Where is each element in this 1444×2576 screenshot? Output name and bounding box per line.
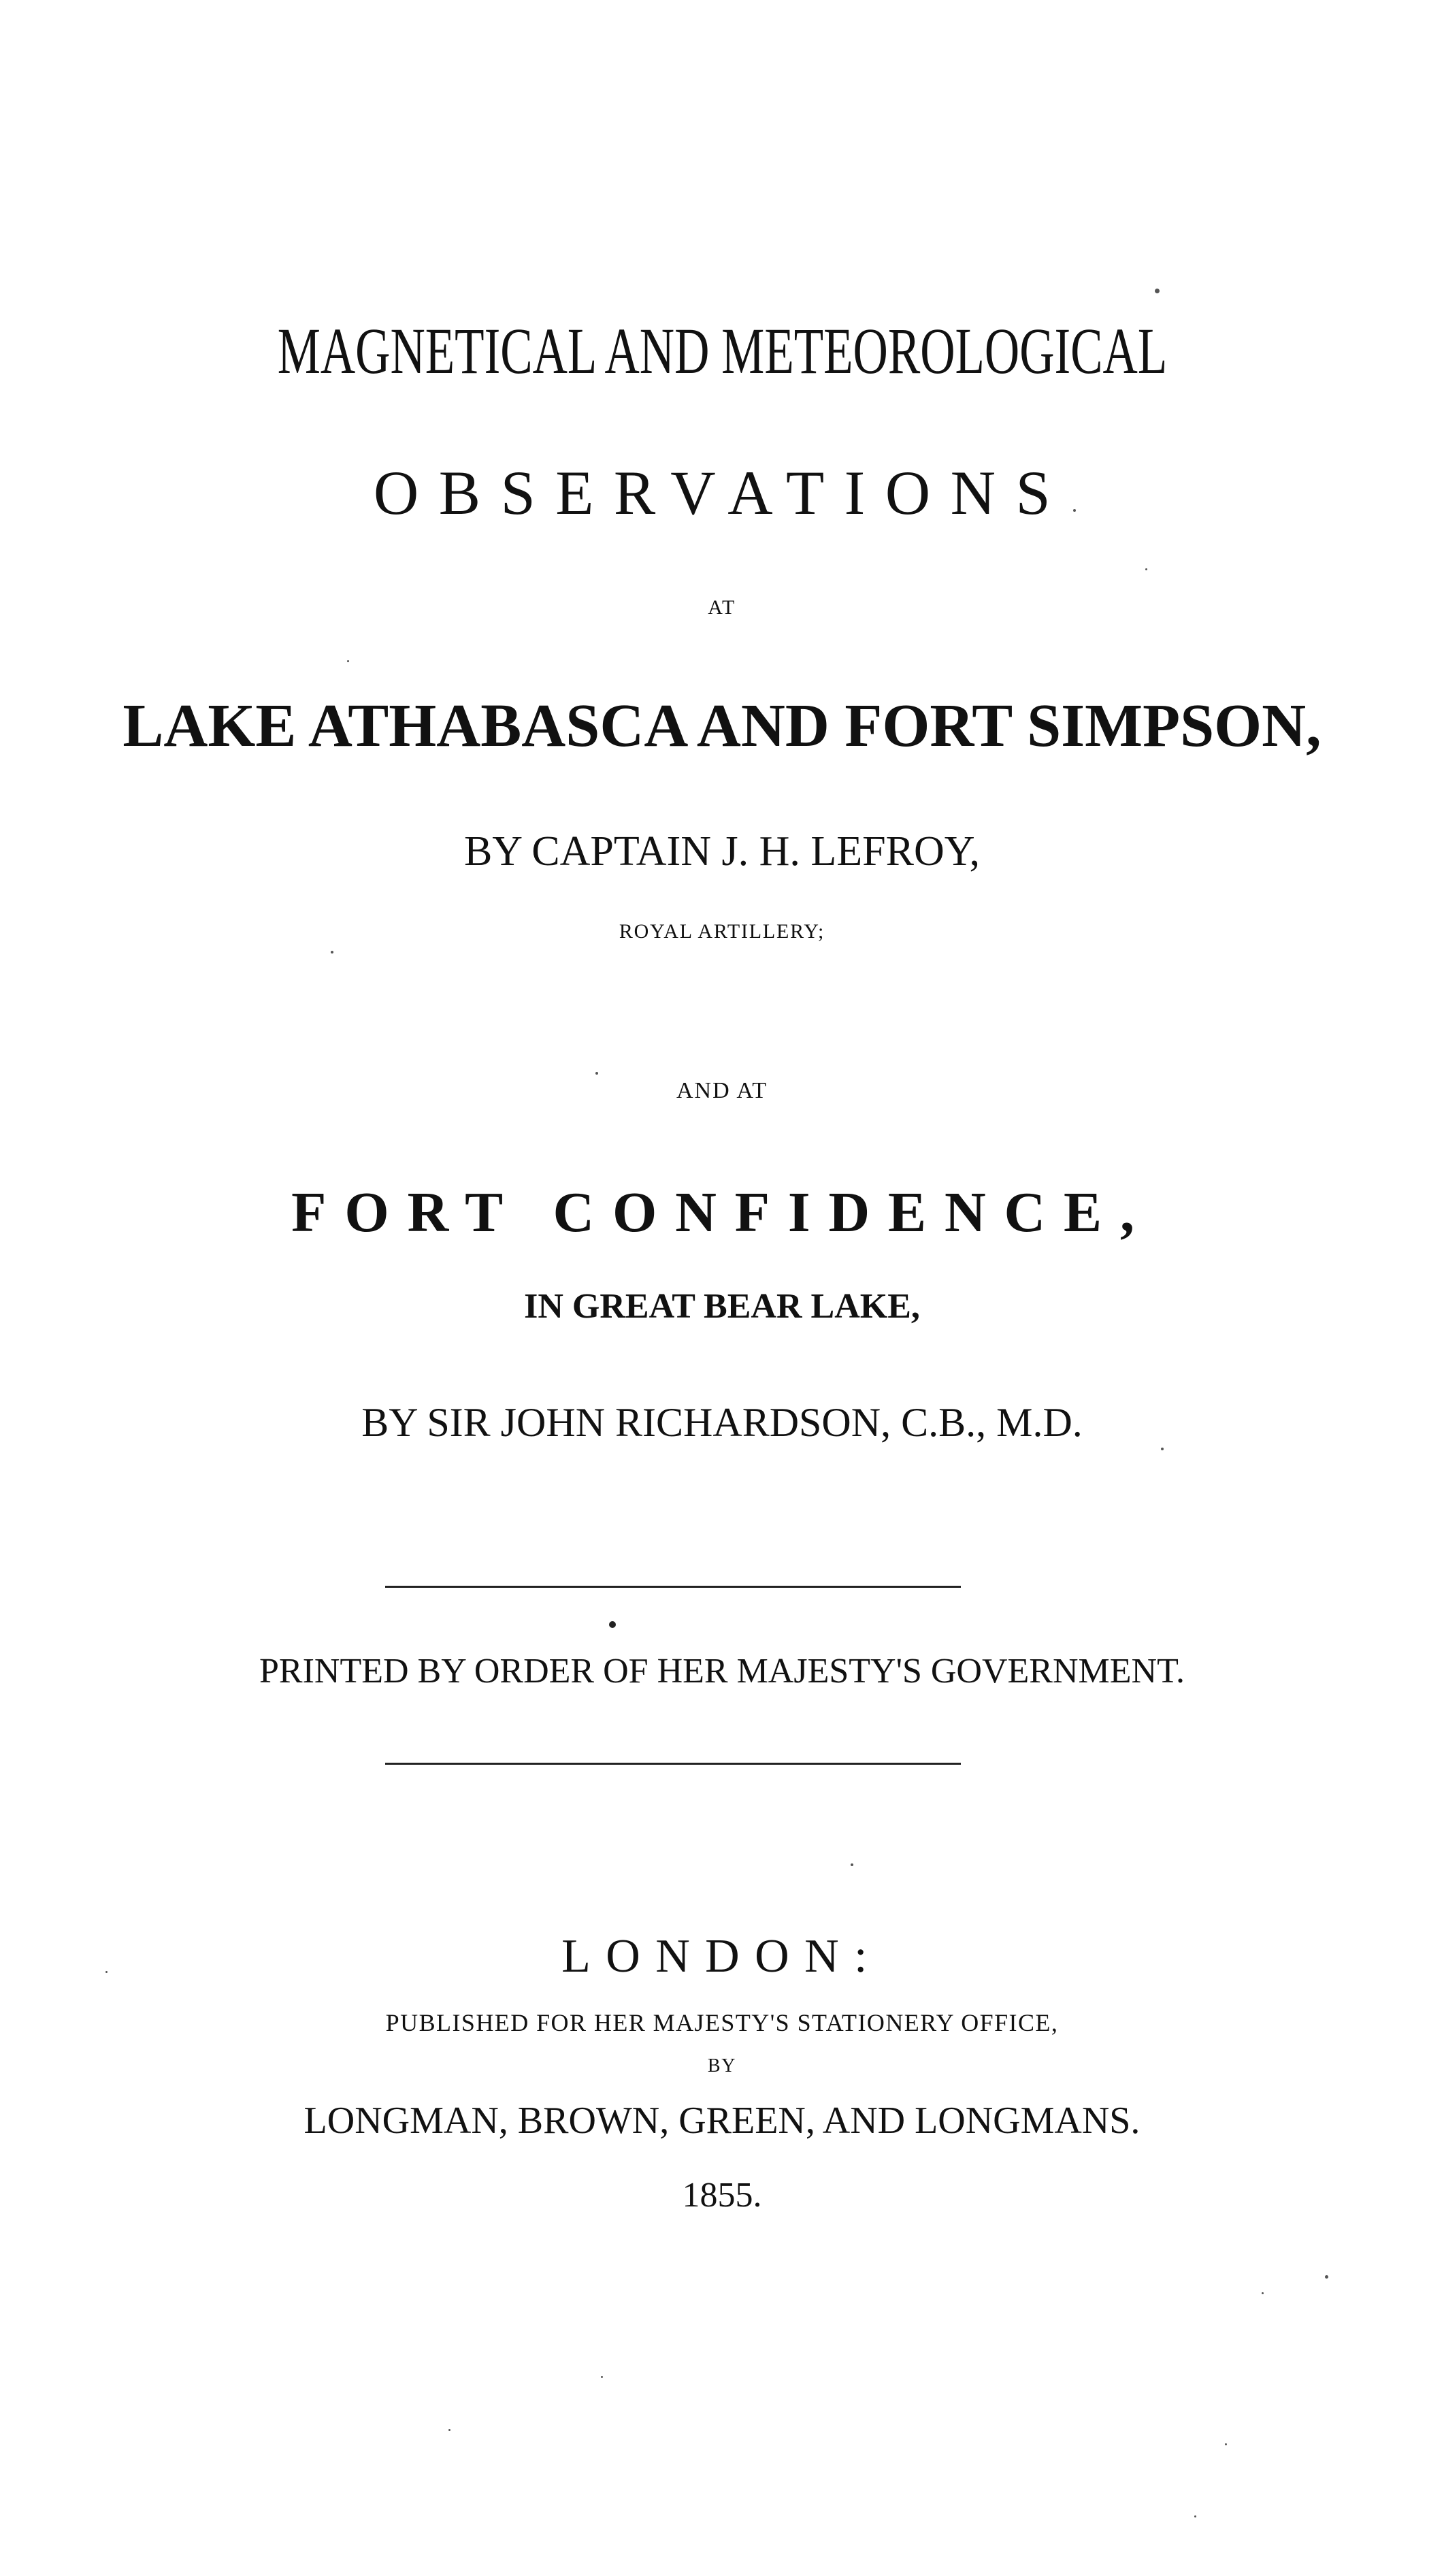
place-heading-2: FORT CONFIDENCE, <box>291 1181 1153 1244</box>
imprint-year: 1855. <box>682 2176 762 2215</box>
ornament-dot <box>609 1621 616 1628</box>
title-line-2: OBSERVATIONS <box>373 458 1071 527</box>
paper-speck <box>1161 1448 1164 1450</box>
connector-at: AT <box>708 596 736 619</box>
by-prefix-2: BY <box>361 1400 417 1445</box>
upper-rule <box>385 1586 961 1588</box>
paper-speck <box>595 1072 598 1075</box>
paper-speck <box>1325 2275 1328 2279</box>
imprint-city: LONDON: <box>561 1930 883 1983</box>
paper-speck <box>1155 289 1160 293</box>
by-prefix-1: BY <box>463 828 521 875</box>
paper-speck <box>347 660 349 662</box>
paper-speck <box>851 1863 853 1866</box>
imprint-publisher: LONGMAN, BROWN, GREEN, AND LONGMANS. <box>303 2100 1141 2142</box>
place-2-subheading: IN GREAT BEAR LAKE, <box>524 1287 920 1326</box>
printed-by-line: PRINTED BY ORDER OF HER MAJESTY'S GOVERNMENT. <box>259 1652 1185 1691</box>
paper-speck <box>1073 509 1076 512</box>
title-line-1-text: MAGNETICAL AND METEOROLOGICAL <box>277 314 1167 387</box>
paper-speck <box>1262 2292 1264 2294</box>
imprint-by: BY <box>707 2055 737 2076</box>
paper-speck <box>448 2429 450 2431</box>
imprint-published-for: PUBLISHED FOR HER MAJESTY'S STATIONERY OFFICE, <box>385 2009 1059 2036</box>
title-line-1 <box>0 314 1444 387</box>
paper-speck <box>1225 2443 1227 2445</box>
author-1-name: CAPTAIN J. H. LEFROY, <box>531 828 981 875</box>
paper-speck <box>1145 568 1147 570</box>
lower-rule <box>385 1763 961 1765</box>
author-2-name: SIR JOHN RICHARDSON, C.B., M.D. <box>427 1400 1083 1445</box>
place-heading-1: LAKE ATHABASCA AND FORT SIMPSON, <box>122 692 1322 760</box>
author-line-1 <box>0 830 1444 873</box>
author-1-unit: ROYAL ARTILLERY; <box>619 920 825 943</box>
paper-speck <box>105 1971 108 1973</box>
author-line-2 <box>0 1402 1444 1443</box>
connector-and-at: AND AT <box>676 1078 768 1103</box>
paper-speck <box>1194 2515 1196 2517</box>
paper-speck <box>331 951 333 953</box>
paper-speck <box>601 2376 603 2378</box>
